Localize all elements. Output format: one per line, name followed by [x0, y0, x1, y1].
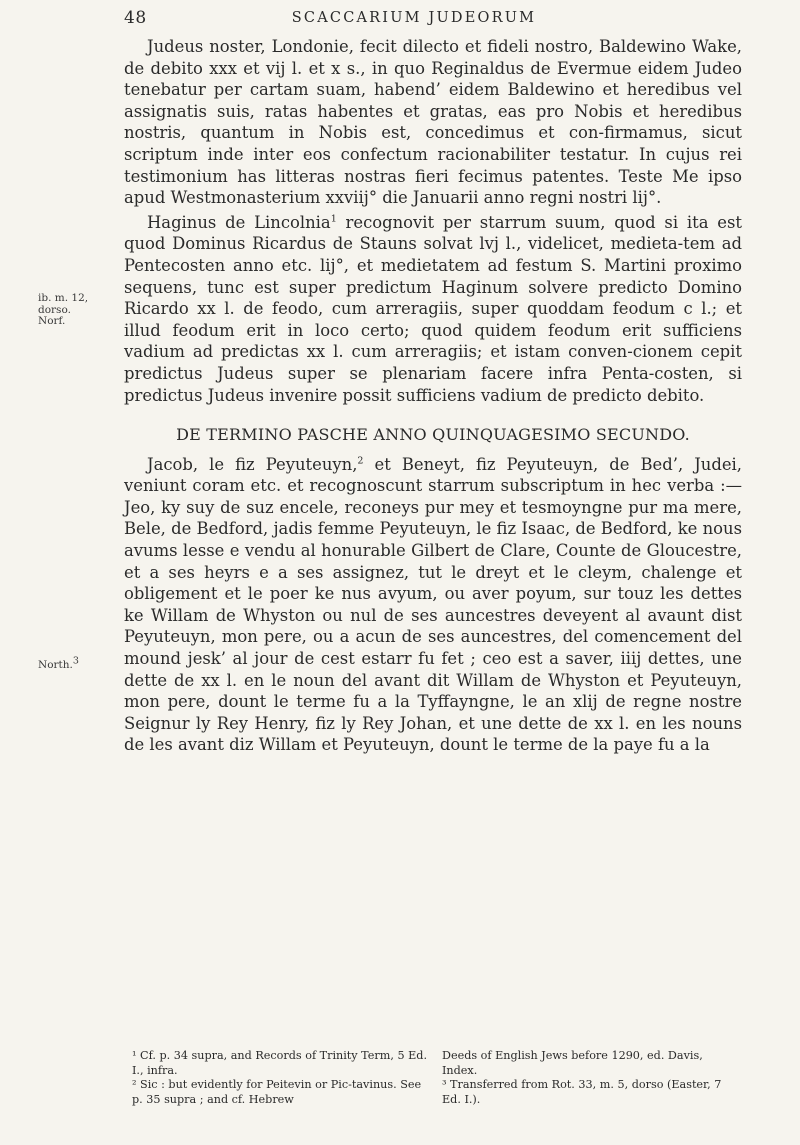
margin-note-roll	[38, 293, 118, 328]
footnote-ref-1: 1	[330, 213, 337, 225]
footnote-1: ¹ Cf. p. 34 supra, and Records of Trinity Term, 5 Ed. I., infra.	[132, 1049, 428, 1077]
margin-note-text: North.	[38, 659, 73, 671]
paragraph-1: Judeus noster, Londonie, fecit dilecto et fideli nostro, Baldewino Wake, de debito xxx et vij l. et x s., in quo Reginaldus de Evermue eidem Judeo tenebatur per cartam suam, habend’ eidem Baldewino et heredibus vel assignatis suis, ratas habentes et gratas, eas pro Nobis et heredibus nostris, quantum in Nobis est, concedimus et con-firmamus, sicut scriptum inde inter eos confectum racionabiliter testatur. In cujus rei testimonium has litteras nostras fieri fecimus patentes. Teste Me ipso apud Westmonasterium xxviij° die Januarii anno regni nostri lij°.	[124, 37, 742, 208]
paragraph-3	[124, 454, 742, 756]
footnote-column-left	[132, 1049, 430, 1107]
section-heading: DE TERMINO PASCHE ANNO QUINQUAGESIMO SECUNDO.	[176, 425, 690, 445]
margin-note-line: dorso.	[38, 303, 71, 316]
footnote-ref-2: 2	[357, 455, 364, 467]
footnote-2: ² Sic : but evidently for Peitevin or Pic-tavinus. See p. 35 supra ; and cf. Hebrew	[132, 1078, 422, 1106]
footnote-column-right	[442, 1049, 740, 1107]
paragraph-2-start: Haginus de Lincolnia	[147, 212, 331, 232]
page-header	[0, 8, 800, 38]
margin-note-line: Norf.	[38, 315, 66, 327]
footnote-3: ³ Transferred from Rot. 33, m. 5, dorso (Easter, 7 Ed. I.).	[442, 1078, 722, 1106]
margin-note-county	[38, 655, 118, 672]
footnotes	[132, 1049, 740, 1107]
paragraph-2	[124, 212, 742, 406]
margin-note-ref: 3	[72, 655, 79, 667]
main-text	[124, 36, 742, 756]
paragraph-2-rest: recognovit per starrum suum, quod si ita est quod Dominus Ricardus de Stauns solvat lvj l., videlicet, medieta-tem ad Pentecosten anno etc. lij°, et medietatem ad festum S. Martini proximo sequens, tunc est super predictum Haginum solvere predicto Domino Ricardo xx l. de feodo, cum arreragiis, super quoddam feodum c l.; et illud feodum erit in loco certo; quod quidem feodum erit sufficiens vadium ad predictas xx l. cum arreragiis; et istam conven-cionem cepit predictus Judeus super se plenariam facere infra Penta-costen, si predictus Judeus invenire possit sufficiens vadium de predicto debito.	[124, 212, 742, 405]
margin-note-line: ib. m. 12,	[38, 292, 89, 304]
page-number: 48	[124, 8, 147, 28]
paragraph-3-rest: et Beneyt, fiz Peyuteuyn, de Bed’, Judei, veniunt coram etc. et recognoscunt starrum subscriptum in hec verba :—Jeo, ky suy de suz encele, reconeys pur mey et tesmoyngne pur ma mere, Bele, de Bedford, jadis femme Peyuteuyn, le fiz Isaac, de Bedford, ke nous avums lesse e vendu al honurable Gilbert de Clare, Counte de Gloucestre, et a ses heyrs e a ses assignez, tut le dreyt et le cleym, chalenge et obligement et le poer ke nus avyum, ou aver poyum, sur touz les dettes ke Willam de Whyston ou nul de ses auncestres deveyent al avaunt dist Peyuteuyn, mon pere, ou a acun de ses auncestres, del comencement del mound jesk’ al jour de cest estarr fu fet ; ceo est a saver, iiij dettes, une dette de xx l. en le noun del avant dit Willam de Whyston et Peyuteuyn, mon pere, dount le terme fu a la Tyffayngne, le an xlij de regne nostre Seignur ly Rey Henry, fiz ly Rey Johan, et une dette de xx l. en les nouns de les avant diz Willam et Peyuteuyn, dount le terme de la paye fu a la	[124, 454, 742, 755]
paragraph-3-start: Jacob, le fiz Peyuteuyn,	[147, 454, 358, 474]
running-head: SCACCARIUM JUDEORUM	[291, 10, 537, 26]
footnote-2-continued: Deeds of English Jews before 1290, ed. Davis, Index.	[442, 1049, 703, 1077]
